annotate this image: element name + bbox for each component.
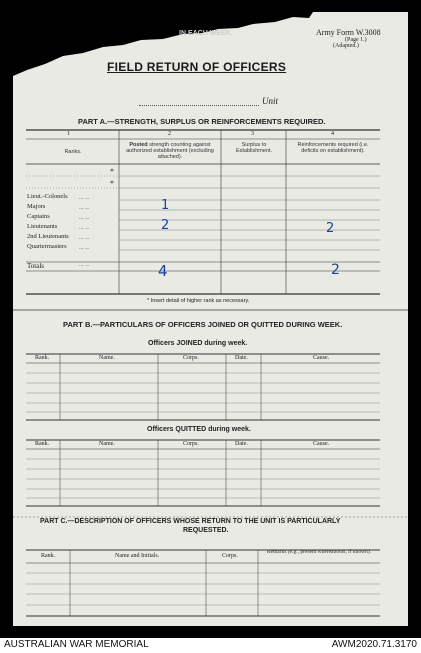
totals-dots: ... ... (79, 262, 90, 268)
header-posted-bold: Posted (129, 142, 148, 148)
col-number-1: 1 (67, 131, 70, 137)
form-title: FIELD RETURN OF OFFICERS (107, 60, 287, 74)
handwritten-totals-posted: 4 (158, 262, 168, 280)
handwritten-lieutenants-reinforcements: 2 (326, 221, 335, 236)
footer-accession: AWM2020.71.3170 (331, 639, 417, 650)
asterisk-row-2: * (110, 179, 114, 188)
asterisk-row-1: * (110, 167, 114, 176)
joined-col-rank: Rank. (35, 355, 50, 361)
torn-header-text: IN EACH WEEK. (179, 30, 233, 37)
quitted-title: Officers QUITTED during week. (147, 426, 251, 433)
part-c-col-rank: Rank. (41, 553, 56, 559)
part-a-footnote: * Insert detail of higher rank as necessary. (147, 298, 250, 304)
rank-lieutenants: Lieutenants (27, 223, 58, 230)
joined-col-cause: Cause. (313, 355, 330, 361)
rank-2nd-lieutenants: 2nd Lieutenants (27, 233, 69, 240)
col-number-3: 3 (251, 131, 254, 137)
footer-source: AUSTRALIAN WAR MEMORIAL (4, 639, 149, 650)
rank-quartermasters: Quartermasters (27, 243, 67, 250)
joined-col-corps: Corps. (183, 355, 199, 361)
army-form-number: Army Form W.3008 (316, 28, 381, 37)
col-number-2: 2 (168, 131, 171, 137)
handwritten-totals-reinforcements: 2 (331, 262, 340, 278)
joined-title: Officers JOINED during week. (148, 340, 248, 347)
footer-bar (0, 638, 421, 653)
header-ranks: Ranks. (64, 149, 82, 155)
part-c-col-name: Name and Initials. (115, 553, 160, 559)
part-c-table (13, 12, 408, 626)
quitted-col-rank: Rank. (35, 441, 50, 447)
joined-col-name: Name. (99, 355, 115, 361)
totals-label: Totals (27, 262, 45, 270)
quitted-col-cause: Cause. (313, 441, 330, 447)
header-surplus: Surplus to Establishment. (235, 142, 273, 154)
form-page-number: (Page 1.) (345, 37, 367, 43)
header-reinforcements: Reinforcements required (i.e. deficits on establishment). (297, 142, 369, 154)
quitted-col-name: Name. (99, 441, 115, 447)
form-adapted-note: (Adapted.) (333, 43, 359, 49)
quitted-col-date: Date. (235, 441, 248, 447)
part-c-title-line1: PART C.—DESCRIPTION OF OFFICERS WHOSE RETURN TO THE UNIT IS PARTICULARLY (40, 518, 341, 525)
unit-label: Unit (262, 96, 279, 106)
col-number-4: 4 (331, 131, 334, 137)
form-page (13, 12, 408, 626)
part-c-col-remarks: Remarks (e.g., present whereabouts, if known). (266, 549, 372, 555)
part-b-title: PART B.—PARTICULARS OF OFFICERS JOINED OR QUITTED DURING WEEK. (63, 320, 343, 329)
header-posted-rest: strength counting against authorized establishment (excluding attached). (126, 142, 214, 160)
rank-majors: Majors (27, 203, 46, 210)
rank-captains: Captains (27, 213, 50, 220)
rank-lieut-colonels: Lieut.-Colonels (27, 193, 68, 200)
quitted-col-corps: Corps. (183, 441, 199, 447)
part-c-title-line2: REQUESTED. (183, 527, 229, 534)
part-a-title: PART A.—STRENGTH, SURPLUS OR REINFORCEMENTS REQUIRED. (78, 117, 326, 126)
handwritten-captains-posted: 1 (161, 198, 170, 213)
part-c-col-corps: Corps. (222, 553, 238, 559)
handwritten-lieutenants-posted: 2 (161, 218, 170, 233)
joined-col-date: Date. (235, 355, 248, 361)
rank-dots: ... ... ... ... ... ... ... ... ... ... ... ... (79, 195, 90, 251)
